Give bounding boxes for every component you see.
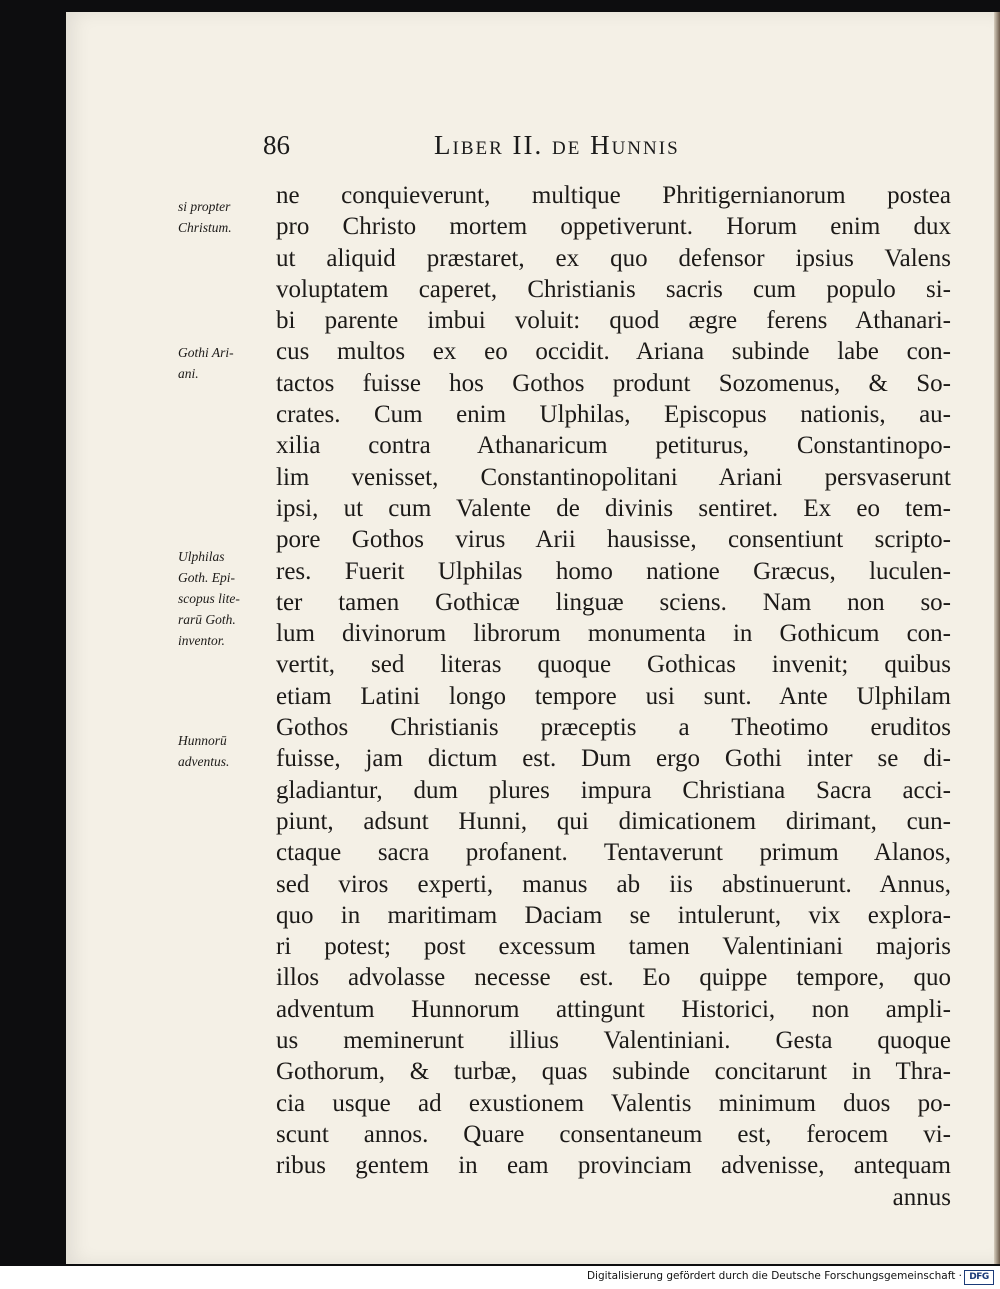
marginal-note-line: Christum. xyxy=(178,220,232,235)
dfg-logo: DFG xyxy=(964,1270,994,1285)
marginal-note-line: Ulphilas xyxy=(178,549,225,564)
marginal-note-line: si propter xyxy=(178,199,231,214)
text-line: illos advolasse necesse est. Eo quippe tempore, quo xyxy=(276,964,951,992)
marginal-note xyxy=(178,546,270,651)
footer-credit: Digitalisierung gefördert durch die Deutsche Forschungsgemeinschaft · xyxy=(586,1270,962,1282)
marginal-note xyxy=(178,730,270,772)
marginal-note-line: Gothi Ari- xyxy=(178,345,234,360)
text-line: quo in maritimam Daciam se intulerunt, vix explora- xyxy=(276,901,951,929)
text-line: Gothorum, & turbæ, quas subinde concitarunt in Thra- xyxy=(276,1058,951,1086)
text-line: lum divinorum librorum monumenta in Gothicum con- xyxy=(276,620,951,648)
text-line: piunt, adsunt Hunni, qui dimicationem dirimant, cun- xyxy=(276,807,951,835)
marginal-note-line: Goth. Epi- xyxy=(178,570,235,585)
marginal-note xyxy=(178,196,270,238)
marginal-note-line: rarū Goth. xyxy=(178,612,236,627)
book-page xyxy=(66,12,1000,1264)
text-line: crates. Cum enim Ulphilas, Episcopus nationis, au- xyxy=(276,401,951,429)
text-line: ri potest; post excessum tamen Valentiniani majoris xyxy=(276,933,951,961)
text-line: res. Fuerit Ulphilas homo natione Græcus, luculen- xyxy=(276,557,951,585)
marginal-note-line: scopus lite- xyxy=(178,591,240,606)
catchword: annus xyxy=(892,1183,951,1211)
footer xyxy=(0,1266,1000,1289)
text-line: vertit, sed literas quoque Gothicas invenit; quibus xyxy=(276,651,951,679)
text-line: etiam Latini longo tempore usi sunt. Ante Ulphilam xyxy=(276,682,951,710)
text-line: pro Christo mortem oppetiverunt. Horum enim dux xyxy=(276,213,951,241)
text-line: adventum Hunnorum attingunt Historici, non ampli- xyxy=(276,995,951,1023)
text-line: xilia contra Athanaricum petiturus, Constantinopo- xyxy=(276,432,951,460)
running-head: Liber II. de Hunnis xyxy=(434,130,680,160)
page-number: 86 xyxy=(263,130,290,160)
marginal-note-line: ani. xyxy=(178,366,199,381)
marginal-note xyxy=(178,342,270,384)
text-line: cus multos ex eo occidit. Ariana subinde labe con- xyxy=(276,338,951,366)
text-line: ipsi, ut cum Valente de divinis sentiret. Ex eo tem- xyxy=(276,494,951,522)
text-line: lim venisset, Constantinopolitani Ariani persvaserunt xyxy=(276,463,951,491)
marginal-note-line: inventor. xyxy=(178,633,225,648)
page-header xyxy=(66,130,1000,170)
marginal-note-line: adventus. xyxy=(178,754,230,769)
text-line: cia usque ad exustionem Valentis minimum duos po- xyxy=(276,1089,951,1117)
text-line: ctaque sacra profanent. Tentaverunt primum Alanos, xyxy=(276,839,951,867)
text-line: scunt annos. Quare consentaneum est, ferocem vi- xyxy=(276,1120,951,1148)
text-line: ut aliquid præstaret, ex quo defensor ipsius Valens xyxy=(276,244,951,272)
text-line: ribus gentem in eam provinciam advenisse, antequam xyxy=(276,1152,951,1180)
marginal-note-line: Hunnorū xyxy=(178,733,227,748)
text-line: fuisse, jam dictum est. Dum ergo Gothi inter se di- xyxy=(276,745,951,773)
page-edge xyxy=(994,12,1000,1264)
text-line: sed viros experti, manus ab iis abstinuerunt. Annus, xyxy=(276,870,951,898)
text-line: Gothos Christianis præceptis a Theotimo eruditos xyxy=(276,714,951,742)
text-line: us meminerunt illius Valentiniani. Gesta quoque xyxy=(276,1027,951,1055)
text-line: tactos fuisse hos Gothos produnt Sozomenus, & So- xyxy=(276,369,951,397)
text-line: voluptatem caperet, Christianis sacris cum populo si- xyxy=(276,275,951,303)
text-line: bi parente imbui voluit: quod ægre ferens Athanari- xyxy=(276,307,951,335)
text-line: gladiantur, dum plures impura Christiana Sacra acci- xyxy=(276,776,951,804)
text-line: ne conquieverunt, multique Phritigernianorum postea xyxy=(276,182,951,209)
text-line: ter tamen Gothicæ linguæ sciens. Nam non so- xyxy=(276,588,951,616)
text-line: pore Gothos virus Arii hausisse, consentiunt scripto- xyxy=(276,526,951,554)
body-text xyxy=(276,180,951,1213)
